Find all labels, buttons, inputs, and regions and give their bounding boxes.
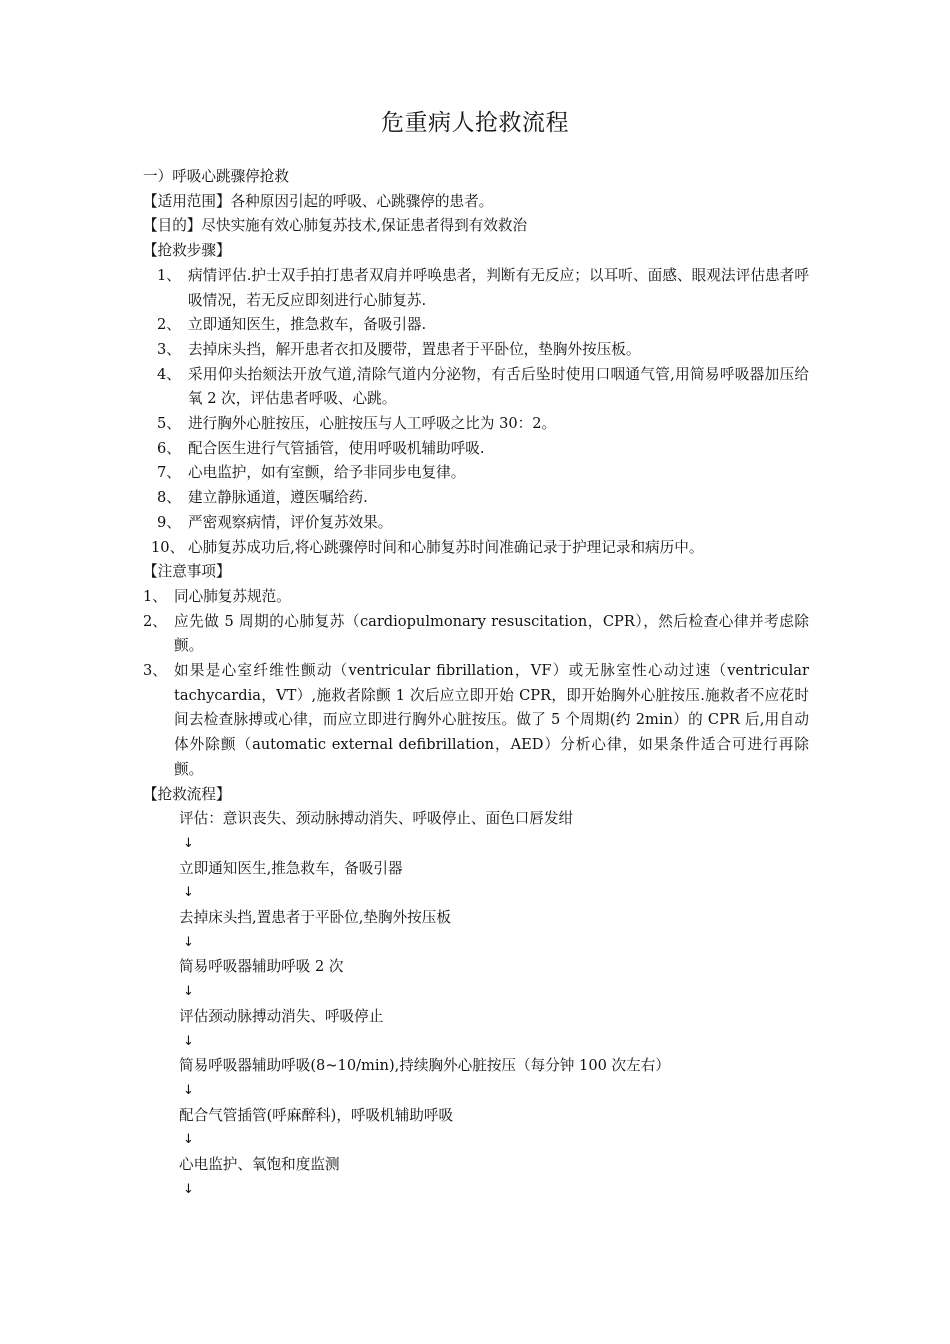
down-arrow-icon: ↓ xyxy=(183,1033,194,1049)
note-item xyxy=(143,585,809,610)
step-number: 5、 xyxy=(157,415,181,433)
flow-step: 简易呼吸器辅助呼吸 2 次 xyxy=(179,958,344,976)
step-text: 采用仰头抬颏法开放气道,清除气道内分泌物，有舌后坠时使用口咽通气管,用简易呼吸器加压给氧 2 次，评估患者呼吸、心跳。 xyxy=(188,365,809,408)
down-arrow-icon: ↓ xyxy=(183,1082,194,1098)
flow-heading: 【抢救流程】 xyxy=(143,785,231,803)
scope-paragraph: 【适用范围】各种原因引起的呼吸、心跳骤停的患者。 xyxy=(143,192,494,210)
flow-step: 立即通知医生,推急救车，备吸引器 xyxy=(179,859,403,877)
step-text: 心电监护，如有室颤，给予非同步电复律。 xyxy=(188,464,466,482)
note-item xyxy=(143,610,809,659)
note-item xyxy=(143,659,809,783)
purpose-paragraph: 【目的】尽快实施有效心肺复苏技术,保证患者得到有效救治 xyxy=(143,217,528,235)
down-arrow-icon: ↓ xyxy=(183,1181,194,1197)
document-body xyxy=(143,165,809,1202)
note-text: 应先做 5 周期的心肺复苏（cardiopulmonary resuscitation，CPR），然后检查心律并考虑除颤。 xyxy=(174,612,809,655)
flow-step: 配合气管插管(呼麻醉科)，呼吸机辅助呼吸 xyxy=(179,1106,454,1124)
flow-step: 评估：意识丧失、颈动脉搏动消失、呼吸停止、面色口唇发绀 xyxy=(179,810,574,828)
step-item xyxy=(143,486,809,511)
step-text: 建立静脉通道，遵医嘱给药. xyxy=(188,489,368,507)
step-text: 配合医生进行气管插管，使用呼吸机辅助呼吸. xyxy=(188,439,485,457)
step-item xyxy=(143,313,809,338)
flow-step: 去掉床头挡,置患者于平卧位,垫胸外按压板 xyxy=(179,909,451,927)
rescue-flowchart xyxy=(143,807,809,1202)
down-arrow-icon: ↓ xyxy=(183,885,194,901)
down-arrow-icon: ↓ xyxy=(183,1132,194,1148)
step-text: 严密观察病情，评价复苏效果。 xyxy=(188,513,393,531)
note-number: 2、 xyxy=(143,612,167,630)
section-heading: 一）呼吸心跳骤停抢救 xyxy=(143,168,289,185)
step-number: 10、 xyxy=(151,538,185,556)
step-text: 心肺复苏成功后,将心跳骤停时间和心肺复苏时间准确记录于护理记录和病历中。 xyxy=(188,538,704,556)
step-number: 2、 xyxy=(157,316,181,334)
step-item xyxy=(143,338,809,363)
note-number: 1、 xyxy=(143,587,167,605)
down-arrow-icon: ↓ xyxy=(183,984,194,1000)
flow-step: 评估颈动脉搏动消失、呼吸停止 xyxy=(179,1007,384,1025)
step-text: 立即通知医生，推急救车，备吸引器. xyxy=(188,316,427,334)
notes-heading: 【注意事项】 xyxy=(143,563,231,581)
step-number: 1、 xyxy=(157,266,181,284)
steps-heading: 【抢救步骤】 xyxy=(143,242,231,260)
step-text: 进行胸外心脏按压，心脏按压与人工呼吸之比为 30：2。 xyxy=(188,415,557,433)
note-text: 同心肺复苏规范。 xyxy=(174,587,291,605)
step-number: 6、 xyxy=(157,439,181,457)
step-item xyxy=(143,511,809,536)
flow-step: 心电监护、氧饱和度监测 xyxy=(179,1156,340,1174)
step-item xyxy=(143,363,809,412)
step-number: 9、 xyxy=(157,513,181,531)
down-arrow-icon: ↓ xyxy=(183,934,194,950)
step-item xyxy=(143,536,809,561)
down-arrow-icon: ↓ xyxy=(183,835,194,851)
step-number: 4、 xyxy=(157,365,181,383)
note-number: 3、 xyxy=(143,662,167,680)
note-text: 如果是心室纤维性颤动（ventricular fibrillation，VF）或无脉室性心动过速（ventricular tachycardia，VT）,施救者除颤 1 次后应立即开始 CPR，即开始胸外心脏按压.施救者不应花时间去检查脉搏或心律，而应立即进行胸外心脏按压。做了 5 个周期(约 2min）的 CPR 后,用自动体外除颤（automatic external defibrillation，AED）分析心律，如果条件适合可进行再除颤。 xyxy=(174,662,809,778)
step-item xyxy=(143,412,809,437)
step-item xyxy=(143,264,809,313)
flow-step: 简易呼吸器辅助呼吸(8~10/min),持续胸外心脏按压（每分钟 100 次左右） xyxy=(179,1057,670,1075)
step-number: 8、 xyxy=(157,489,181,507)
step-number: 7、 xyxy=(157,464,181,482)
page-title: 危重病人抢救流程 xyxy=(381,110,569,136)
steps-list xyxy=(143,264,809,560)
step-item xyxy=(143,461,809,486)
step-item xyxy=(143,437,809,462)
step-text: 去掉床头挡，解开患者衣扣及腰带，置患者于平卧位，垫胸外按压板。 xyxy=(188,340,641,358)
step-text: 病情评估.护士双手拍打患者双肩并呼唤患者，判断有无反应；以耳听、面感、眼观法评估患者呼吸情况，若无反应即刻进行心肺复苏. xyxy=(188,266,809,309)
notes-list xyxy=(143,585,809,783)
step-number: 3、 xyxy=(157,340,181,358)
